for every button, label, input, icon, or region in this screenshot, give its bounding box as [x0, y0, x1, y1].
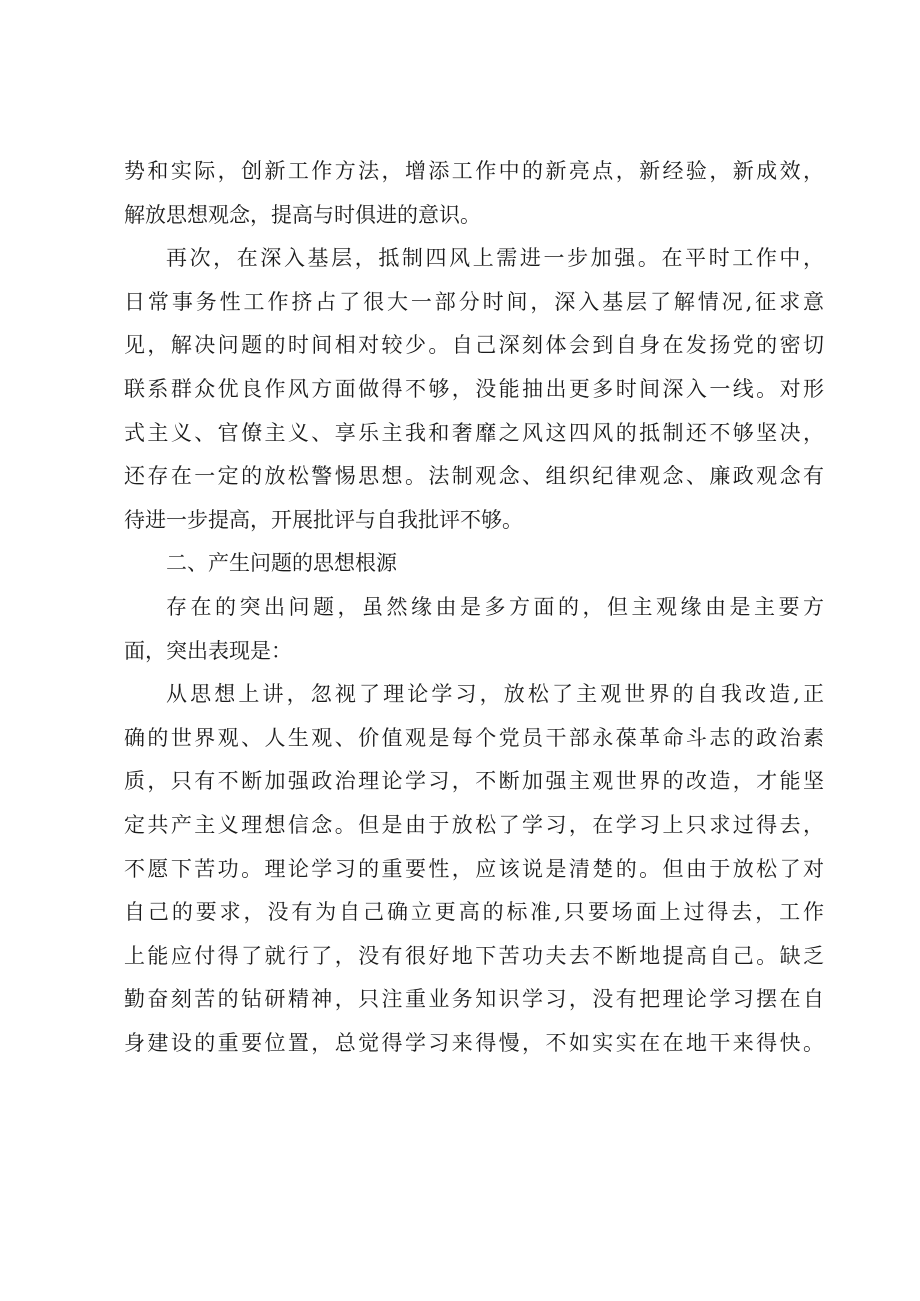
text-line: 见，解决问题的时间相对较少。自己深刻体会到自身在发扬党的密切	[124, 333, 824, 358]
text-line: 日常事务性工作挤占了很大一部分时间，深入基层了解情况,征求意	[124, 289, 824, 314]
text-line: 解放思想观念，提高与时俱进的意识。	[124, 202, 481, 227]
text-line: 还存在一定的放松警惕思想。法制观念、组织纪律观念、廉政观念有	[124, 464, 824, 489]
text-line: 从思想上讲，忽视了理论学习，放松了主观世界的自我改造,正	[166, 682, 824, 707]
text-line: 身建设的重要位置，总觉得学习来得慢，不如实实在在地干来得快。	[124, 1030, 824, 1055]
text-line: 上能应付得了就行了，没有很好地下苦功夫去不断地提高自己。缺乏	[124, 943, 824, 968]
text-line: 定共产主义理想信念。但是由于放松了学习，在学习上只求过得去，	[124, 812, 824, 837]
text-line: 面，突出表现是：	[124, 638, 292, 663]
text-line: 存在的突出问题，虽然缘由是多方面的，但主观缘由是主要方	[166, 594, 824, 619]
text-line: 待进一步提高，开展批评与自我批评不够。	[124, 507, 523, 532]
document-body	[124, 150, 824, 1065]
text-line: 式主义、官僚主义、享乐主我和奢靡之风这四风的抵制还不够坚决，	[124, 420, 824, 445]
text-line: 联系群众优良作风方面做得不够，没能抽出更多时间深入一线。对形	[124, 376, 824, 401]
text-line: 势和实际，创新工作方法，增添工作中的新亮点，新经验，新成效，	[124, 159, 824, 183]
text-line: 确的世界观、人生观、价值观是每个党员干部永葆革命斗志的政治素	[124, 725, 824, 750]
text-line: 勤奋刻苦的钻研精神，只注重业务知识学习，没有把理论学习摆在自	[124, 987, 824, 1012]
section-heading: 二、产生问题的思想根源	[166, 551, 397, 576]
text-line: 质，只有不断加强政治理论学习，不断加强主观世界的改造，才能坚	[124, 769, 824, 794]
text-line: 不愿下苦功。理论学习的重要性，应该说是清楚的。但由于放松了对	[124, 856, 824, 881]
text-line: 再次，在深入基层，抵制四风上需进一步加强。在平时工作中，	[166, 246, 824, 271]
text-line: 自己的要求，没有为自己确立更高的标准,只要场面上过得去，工作	[124, 900, 824, 925]
